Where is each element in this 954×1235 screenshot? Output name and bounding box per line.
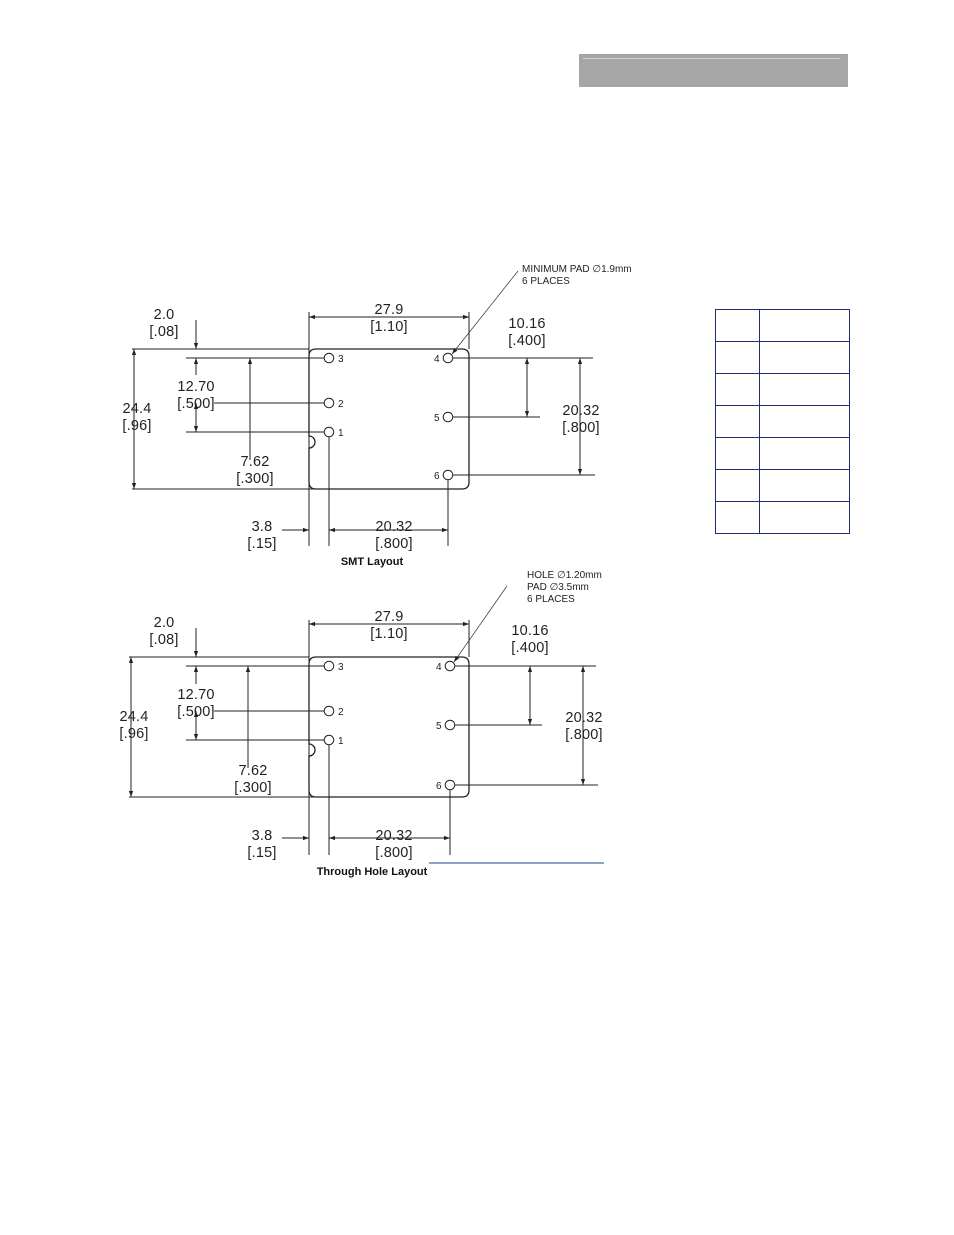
th-dim-height-mm: 24.4 [119, 709, 149, 725]
smt-dim-top-offset-in: [.08] [149, 324, 179, 340]
th-dim-left-offset-in: [.15] [247, 845, 277, 861]
table-cell [716, 502, 760, 534]
th-dim-right-span-in: [.800] [565, 727, 603, 743]
smt-dim-height-mm: 24.4 [122, 401, 152, 417]
th-dim-right-pitch-mm: 10.16 [511, 623, 549, 639]
smt-dim-right-pitch-in: [.400] [508, 333, 546, 349]
through-hole-layout [119, 570, 604, 878]
smt-pad-6 [443, 470, 453, 480]
th-pad-1 [324, 735, 334, 745]
th-dim-width-mm: 27.9 [374, 609, 404, 625]
th-dim-height-in: [.96] [119, 726, 149, 742]
smt-dim-pin1-offset-in: [.300] [236, 471, 274, 487]
smt-dim-left-spacing-in: [.500] [177, 396, 215, 412]
table-cell [760, 502, 850, 534]
smt-dim-width-mm: 27.9 [374, 302, 404, 318]
table-cell [760, 374, 850, 406]
smt-dim-width-in: [1.10] [370, 319, 408, 335]
smt-pad-1 [324, 427, 334, 437]
table-row [716, 470, 850, 502]
smt-pin-label-1: 1 [338, 428, 344, 439]
smt-dim-left-spacing-mm: 12.70 [177, 379, 215, 395]
th-pin-label-1: 1 [338, 736, 344, 747]
smt-pin-label-6: 6 [434, 471, 440, 482]
table-cell [760, 342, 850, 374]
smt-pad-4 [443, 353, 453, 363]
th-dim-right-span-mm: 20.32 [565, 710, 603, 726]
smt-pin-label-4: 4 [434, 354, 440, 365]
table-cell [716, 374, 760, 406]
th-pin-label-4: 4 [436, 662, 442, 673]
table-row [716, 502, 850, 534]
smt-dim-pin1-offset-mm: 7.62 [240, 454, 270, 470]
th-dim-row-spacing-mm: 20.32 [375, 828, 413, 844]
smt-pad-5 [443, 412, 453, 422]
table-cell [716, 310, 760, 342]
smt-note-line-1: MINIMUM PAD ∅1.9mm [522, 264, 632, 275]
table-row [716, 342, 850, 374]
th-dim-width-in: [1.10] [370, 626, 408, 642]
table-row [716, 310, 850, 342]
th-pin-label-6: 6 [436, 781, 442, 792]
th-pin-label-3: 3 [338, 662, 344, 673]
smt-dim-right-span-mm: 20.32 [562, 403, 600, 419]
smt-layout-caption: SMT Layout [340, 556, 404, 568]
table-cell [760, 470, 850, 502]
th-note-line-3: 6 PLACES [527, 594, 575, 605]
smt-pin-label-3: 3 [338, 354, 344, 365]
th-note-line-2: PAD ∅3.5mm [527, 582, 589, 593]
table-cell [716, 342, 760, 374]
table-row [716, 374, 850, 406]
table-cell [716, 470, 760, 502]
th-dim-left-offset-mm: 3.8 [251, 828, 273, 844]
th-dim-row-spacing-in: [.800] [375, 845, 413, 861]
table-cell [716, 438, 760, 470]
th-dim-left-spacing-in: [.500] [177, 704, 215, 720]
th-dim-top-offset-in: [.08] [149, 632, 179, 648]
smt-pad-2 [324, 398, 334, 408]
smt-dim-left-offset-mm: 3.8 [251, 519, 273, 535]
smt-dim-right-span-in: [.800] [562, 420, 600, 436]
smt-pad-3 [324, 353, 334, 363]
through-hole-layout-caption: Through Hole Layout [316, 866, 428, 878]
table-cell [716, 406, 760, 438]
table-row [716, 406, 850, 438]
th-pad-5 [445, 720, 455, 730]
th-pad-3 [324, 661, 334, 671]
table-cell [760, 438, 850, 470]
th-pin-label-2: 2 [338, 707, 344, 718]
th-dim-right-pitch-in: [.400] [511, 640, 549, 656]
th-pad-2 [324, 706, 334, 716]
smt-layout [122, 264, 631, 568]
th-dim-left-spacing-mm: 12.70 [177, 687, 215, 703]
pin-table [715, 309, 850, 534]
table-cell [760, 310, 850, 342]
th-module-outline [309, 657, 469, 797]
smt-dim-left-offset-in: [.15] [247, 536, 277, 552]
th-pad-6 [445, 780, 455, 790]
smt-dim-right-pitch-mm: 10.16 [508, 316, 546, 332]
smt-dim-height-in: [.96] [122, 418, 152, 434]
th-dim-pin1-offset-in: [.300] [234, 780, 272, 796]
smt-pin-label-5: 5 [434, 413, 440, 424]
th-note-line-1: HOLE ∅1.20mm [527, 570, 602, 581]
smt-dim-top-offset-mm: 2.0 [153, 307, 175, 323]
smt-dim-row-spacing-mm: 20.32 [375, 519, 413, 535]
table-cell [760, 406, 850, 438]
th-dim-pin1-offset-mm: 7.62 [238, 763, 268, 779]
smt-pin-label-2: 2 [338, 399, 344, 410]
th-pin-label-5: 5 [436, 721, 442, 732]
smt-note-line-2: 6 PLACES [522, 276, 570, 287]
th-pad-4 [445, 661, 455, 671]
smt-dim-row-spacing-in: [.800] [375, 536, 413, 552]
th-dim-top-offset-mm: 2.0 [153, 615, 175, 631]
table-row [716, 438, 850, 470]
